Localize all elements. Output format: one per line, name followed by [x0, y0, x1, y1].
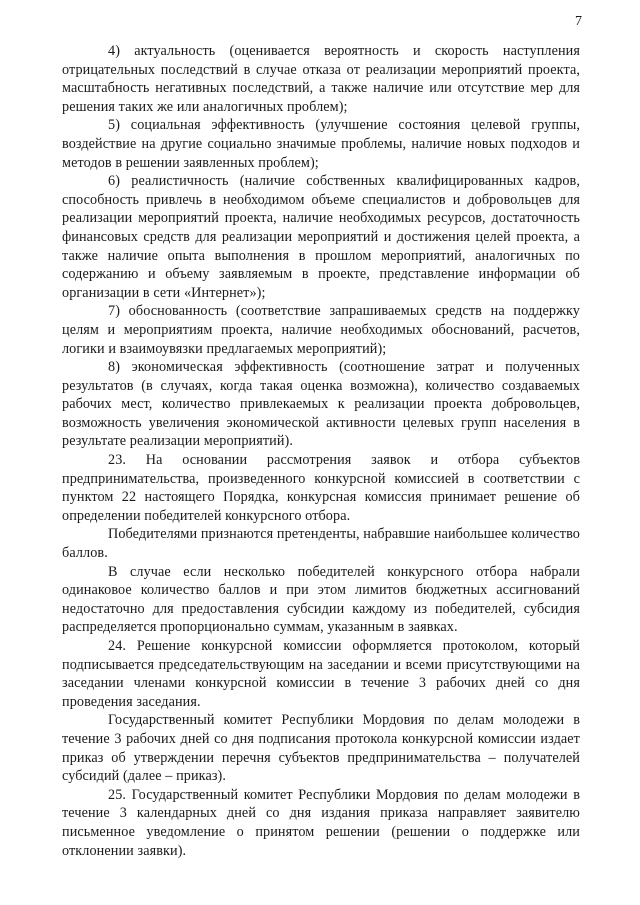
paragraph-clause-24: 24. Решение конкурсной комиссии оформляется протоколом, который подписывается председательствующим на заседании и всеми присутствующими на заседании членами конкурсной комиссии в течение 3 рабочих дней со дня проведения заседания.: [62, 638, 580, 710]
paragraph-criterion-6: 6) реалистичность (наличие собственных квалифицированных кадров, способность привлечь в необходимом объеме специалистов и добровольцев для реализации мероприятий проекта, наличие необходимых ресурсов, достаточность финансовых средств для реализации мероприятий и достижения целей проекта, а также наличие опыта выполнения в прошлом мероприятий, аналогичных по содержанию и объему заявляемым в проекте, представление информации об организации в сети «Интернет»);: [62, 173, 580, 301]
paragraph-winners: Победителями признаются претенденты, набравшие наибольшее количество баллов.: [62, 526, 580, 562]
paragraph-clause-23: 23. На основании рассмотрения заявок и отбора субъектов предпринимательства, произведенного конкурсной комиссией в соответствии с пунктом 22 настоящего Порядка, конкурсная комиссия принимает решение об определении победителей конкурсного отбора.: [62, 452, 580, 524]
paragraph-criterion-5: 5) социальная эффективность (улучшение состояния целевой группы, воздействие на другие социально значимые проблемы, наличие новых подходов и методов в решении заявленных проблем);: [62, 117, 580, 171]
paragraph-clause-25: 25. Государственный комитет Республики Мордовия по делам молодежи в течение 3 календарных дней со дня издания приказа направляет заявителю письменное уведомление о принятом решении (решении о поддержке или отклонении заявки).: [62, 786, 580, 859]
paragraph-equal-scores: В случае если несколько победителей конкурсного отбора набрали одинаковое количество баллов и при этом лимитов бюджетных ассигнований недостаточно для предоставления субсидии каждому из победителей, субсидия распределяется пропорционально суммам, указанным в заявках.: [62, 563, 580, 636]
page-number: 7: [575, 14, 582, 29]
paragraph-criterion-4: 4) актуальность (оценивается вероятность и скорость наступления отрицательных последствий в случае отказа от реализации мероприятий проекта, масштабность негативных последствий, а также наличие или отсутствие мер для решения таких же или аналогичных проблем);: [62, 43, 580, 115]
paragraph-order: Государственный комитет Республики Мордовия по делам молодежи в течение 3 рабочих дней со дня подписания протокола конкурсной комиссии издает приказ об утверждении перечня субъектов предпринимательства – получателей субсидий (далее – приказ).: [62, 712, 580, 785]
paragraph-criterion-7: 7) обоснованность (соответствие запрашиваемых средств на поддержку целям и мероприятиям проекта, наличие необходимых обоснований, расчетов, логики и взаимоувязки предлагаемых мероприятий);: [62, 303, 580, 357]
paragraph-criterion-8: 8) экономическая эффективность (соотношение затрат и полученных результатов (в случаях, когда такая оценка возможна), количество создаваемых рабочих мест, количество привлекаемых к реализации проекта добровольцев, возможность увеличения экономической активности целевых групп населения в результате реализации мероприятий).: [62, 359, 580, 450]
document-body: [62, 42, 580, 860]
